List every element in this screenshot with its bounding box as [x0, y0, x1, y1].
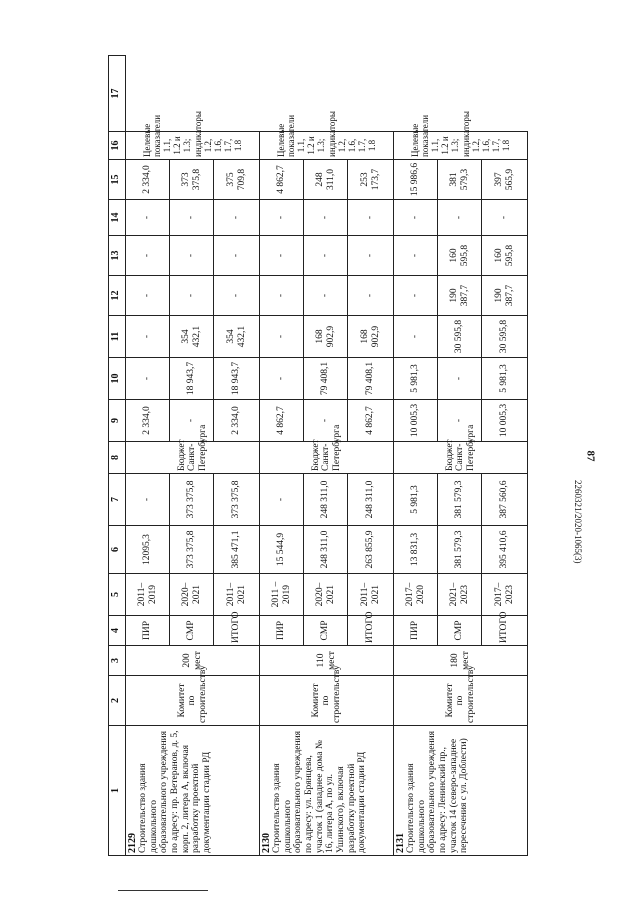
work-kind-cell: ПИР — [260, 616, 304, 646]
year-2022-cell: - — [348, 276, 394, 316]
remaining-cost-cell: 248 311,0 — [304, 474, 348, 526]
year-2020-cell: 5 981,3 — [482, 358, 528, 400]
total-cell: 373 375,8 — [170, 160, 214, 200]
indicators-cell: Целевые показатели 1.1, 1.2 и 1.3; индикаторы 1.2, 1.6, 1.7, 1.8 — [126, 132, 260, 160]
total-cell: 4 862,7 — [260, 160, 304, 200]
cost-estimate-cell: 12095,3 — [126, 526, 170, 574]
cost-estimate-cell: 263 855,9 — [348, 526, 394, 574]
document-code: 2260321/2020-1065(3) — [573, 480, 583, 564]
year-2019-cell: 4 862,7 — [348, 400, 394, 442]
total-cell: 381 579,3 — [438, 160, 482, 200]
column-header-3: 3 — [109, 646, 126, 676]
year-2023-cell: - — [394, 236, 438, 276]
work-kind-cell: ПИР — [126, 616, 170, 646]
cost-estimate-cell: 385 471,1 — [214, 526, 260, 574]
year-2019-cell: - — [438, 400, 482, 442]
column-header-16: 16 — [109, 132, 126, 160]
cost-estimate-cell: 395 410,6 — [482, 526, 528, 574]
column-header-17: 17 — [109, 56, 126, 132]
year-2024-cell: - — [482, 200, 528, 236]
cost-estimate-cell: 373 375,8 — [170, 526, 214, 574]
column-header-14: 14 — [109, 200, 126, 236]
year-2021-cell: 354 432,1 — [214, 316, 260, 358]
year-2024-cell: - — [170, 200, 214, 236]
rotated-table-container — [108, 56, 548, 856]
year-2021-cell: 354 432,1 — [170, 316, 214, 358]
year-2020-cell: - — [260, 358, 304, 400]
year-2022-cell: - — [126, 276, 170, 316]
object-name-cell — [126, 726, 260, 856]
object-name: Строительство здания дошкольного образовательного учреждения по адресу: ул. Брянцева, участок 1 (западнее дома № 16, литера А, по ул. Ушинского), включая разработку проектной документации стадии РД — [272, 730, 368, 853]
remaining-cost-cell: 5 981,3 — [394, 474, 438, 526]
total-cell: 397 565,9 — [482, 160, 528, 200]
year-2019-cell: 2 334,0 — [214, 400, 260, 442]
remaining-cost-cell: - — [126, 474, 170, 526]
period-cell: 2011–2021 — [348, 574, 394, 616]
object-name: Строительство здания дошкольного образовательного учреждения по адресу: Ленинский пр., участок 14 (северо-западнее пересечения с ул. Доблести) — [406, 730, 470, 853]
year-2020-cell: - — [438, 358, 482, 400]
year-2021-cell: - — [394, 316, 438, 358]
year-2021-cell: 168 902,9 — [348, 316, 394, 358]
work-kind-cell: ИТОГО — [214, 616, 260, 646]
cost-estimate-cell: 248 311,0 — [304, 526, 348, 574]
year-2021-cell: 30 595,8 — [482, 316, 528, 358]
period-cell: 2011 – 2019 — [260, 574, 304, 616]
remaining-cost-cell: 387 560,6 — [482, 474, 528, 526]
year-2022-cell: - — [170, 276, 214, 316]
year-2020-cell: 5 981,3 — [394, 358, 438, 400]
year-2019-cell: 10 005,3 — [482, 400, 528, 442]
year-2024-cell: - — [438, 200, 482, 236]
year-2024-cell: - — [126, 200, 170, 236]
column-number-row — [109, 56, 126, 856]
year-2023-cell: 160 595,8 — [482, 236, 528, 276]
table-row — [126, 56, 170, 856]
year-2024-cell: - — [260, 200, 304, 236]
executor-cell: Комитет по строительству — [126, 676, 260, 726]
column-header-4: 4 — [109, 616, 126, 646]
year-2021-cell: - — [126, 316, 170, 358]
table-row — [260, 56, 304, 856]
work-kind-cell: ИТОГО — [482, 616, 528, 646]
budget-source-cell: Бюджет Санкт-Петербурга — [260, 442, 394, 474]
capacity-cell: 180 мест — [394, 646, 528, 676]
executor-cell: Комитет по строительству — [394, 676, 528, 726]
indicators-cell: Целевые показатели 1.1, 1.2 и 1.3; индикаторы 1.2, 1.6, 1.7, 1.8 — [394, 132, 528, 160]
row-id: 2130 — [261, 833, 272, 853]
year-2023-cell: - — [260, 236, 304, 276]
year-2020-cell: - — [126, 358, 170, 400]
executor-cell: Комитет по строительству — [260, 676, 394, 726]
total-cell: 2 334,0 — [126, 160, 170, 200]
cost-estimate-cell: 381 579,3 — [438, 526, 482, 574]
work-kind-cell: СМР — [170, 616, 214, 646]
capacity-cell: 200 мест — [126, 646, 260, 676]
period-cell: 2020–2021 — [170, 574, 214, 616]
page-number: 87 — [584, 450, 597, 462]
year-2022-cell: 190 387,7 — [482, 276, 528, 316]
year-2020-cell: 18 943,7 — [214, 358, 260, 400]
remaining-cost-cell: 248 311,0 — [348, 474, 394, 526]
column-header-13: 13 — [109, 236, 126, 276]
year-2019-cell: 2 334,0 — [126, 400, 170, 442]
work-kind-cell: СМР — [438, 616, 482, 646]
work-kind-cell: ПИР — [394, 616, 438, 646]
object-name-cell — [394, 726, 528, 856]
year-2023-cell: - — [170, 236, 214, 276]
row-id: 2129 — [127, 833, 138, 853]
year-2023-cell: - — [214, 236, 260, 276]
program-table — [108, 55, 528, 856]
total-cell: 253 173,7 — [348, 160, 394, 200]
total-cell: 15 986,6 — [394, 160, 438, 200]
year-2022-cell: - — [304, 276, 348, 316]
year-2023-cell: - — [304, 236, 348, 276]
year-2019-cell: - — [304, 400, 348, 442]
year-2023-cell: 160 595,8 — [438, 236, 482, 276]
budget-source-cell: Бюджет Санкт-Петербурга — [394, 442, 528, 474]
object-name-cell — [260, 726, 394, 856]
column-header-10: 10 — [109, 358, 126, 400]
total-cell: 248 311,0 — [304, 160, 348, 200]
table-row — [394, 56, 438, 856]
year-2021-cell: 168 902,9 — [304, 316, 348, 358]
period-cell: 2011–2019 — [126, 574, 170, 616]
column-header-12: 12 — [109, 276, 126, 316]
year-2022-cell: - — [260, 276, 304, 316]
remaining-cost-cell: - — [260, 474, 304, 526]
column-header-15: 15 — [109, 160, 126, 200]
object-name: Строительство здания дошкольного образовательного учреждения по адресу: пр. Ветеранов, д. 5, корп. 2, литера А, включая разработку проектной документации стадии РД — [138, 730, 212, 853]
capacity-cell: 110 мест — [260, 646, 394, 676]
column-header-5: 5 — [109, 574, 126, 616]
work-kind-cell: СМР — [304, 616, 348, 646]
remaining-cost-cell: 381 579,3 — [438, 474, 482, 526]
year-2022-cell: - — [214, 276, 260, 316]
column-header-6: 6 — [109, 526, 126, 574]
year-2024-cell: - — [348, 200, 394, 236]
column-header-7: 7 — [109, 474, 126, 526]
year-2021-cell: 30 595,8 — [438, 316, 482, 358]
year-2020-cell: 79 408,1 — [348, 358, 394, 400]
year-2024-cell: - — [214, 200, 260, 236]
year-2019-cell: - — [170, 400, 214, 442]
cost-estimate-cell: 15 544,9 — [260, 526, 304, 574]
period-cell: 2021–2023 — [438, 574, 482, 616]
column-header-2: 2 — [109, 676, 126, 726]
work-kind-cell: ИТОГО — [348, 616, 394, 646]
column-header-1: 1 — [109, 726, 126, 856]
year-2021-cell: - — [260, 316, 304, 358]
indicators-cell: Целевые показатели 1.1, 1.2 и 1.3; индикаторы 1.2, 1.6, 1.7, 1.8 — [260, 132, 394, 160]
year-2020-cell: 18 943,7 — [170, 358, 214, 400]
period-cell: 2020–2021 — [304, 574, 348, 616]
footer-line — [118, 890, 208, 891]
total-cell: 375 709,8 — [214, 160, 260, 200]
year-2024-cell: - — [394, 200, 438, 236]
year-2019-cell: 10 005,3 — [394, 400, 438, 442]
year-2022-cell: - — [394, 276, 438, 316]
year-2020-cell: 79 408,1 — [304, 358, 348, 400]
year-2023-cell: - — [126, 236, 170, 276]
year-2019-cell: 4 862,7 — [260, 400, 304, 442]
year-2022-cell: 190 387,7 — [438, 276, 482, 316]
column-header-9: 9 — [109, 400, 126, 442]
remaining-cost-cell: 373 375,8 — [214, 474, 260, 526]
column-header-11: 11 — [109, 316, 126, 358]
period-cell: 2011–2021 — [214, 574, 260, 616]
period-cell: 2017–2020 — [394, 574, 438, 616]
year-2023-cell: - — [348, 236, 394, 276]
remaining-cost-cell: 373 375,8 — [170, 474, 214, 526]
cost-estimate-cell: 13 831,3 — [394, 526, 438, 574]
row-id: 2131 — [395, 833, 406, 853]
column-header-8: 8 — [109, 442, 126, 474]
period-cell: 2017–2023 — [482, 574, 528, 616]
year-2024-cell: - — [304, 200, 348, 236]
budget-source-cell: Бюджет Санкт-Петербурга — [126, 442, 260, 474]
